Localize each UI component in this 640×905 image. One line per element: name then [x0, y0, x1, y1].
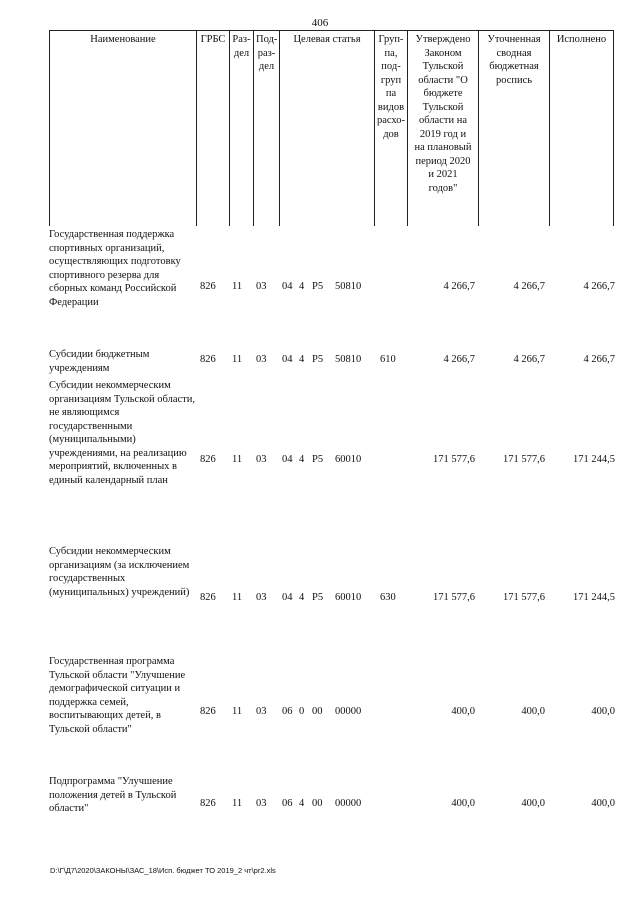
row-grbs: 826	[200, 454, 216, 465]
row-approved: 4 266,7	[443, 281, 475, 292]
row-target-3: 00	[312, 706, 323, 717]
row-target-4: 50810	[335, 354, 362, 365]
row-target-2: 0	[299, 706, 305, 717]
page-number: 406	[311, 17, 329, 29]
row-grbs: 826	[200, 281, 216, 292]
row-target-2: 4	[299, 798, 305, 809]
header-razdel: Раз- дел	[230, 31, 254, 226]
row-grbs: 826	[200, 354, 216, 365]
row-razdel: 11	[232, 798, 243, 809]
row-name: Государственная поддержка спортивных организаций, осуществляющих подготовку спортивного резерва для сборных команд Российской Федерации	[49, 229, 181, 308]
row-refined: 400,0	[521, 706, 545, 717]
row-razdel: 11	[232, 454, 243, 465]
row-razdel: 11	[232, 354, 243, 365]
row-grbs: 826	[200, 798, 216, 809]
row-executed: 171 244,5	[573, 592, 615, 603]
row-podrazdel: 03	[256, 354, 267, 365]
row-refined: 4 266,7	[513, 281, 545, 292]
row-approved: 4 266,7	[443, 354, 475, 365]
row-grbs: 826	[200, 706, 216, 717]
row-target-3: Р5	[312, 354, 324, 365]
row-target-3: Р5	[312, 454, 324, 465]
row-razdel: 11	[232, 592, 243, 603]
row-target-2: 4	[299, 281, 305, 292]
row-target-2: 4	[299, 354, 305, 365]
row-refined: 4 266,7	[513, 354, 545, 365]
row-target-3: 00	[312, 798, 323, 809]
row-executed: 171 244,5	[573, 454, 615, 465]
row-target-1: 06	[282, 798, 293, 809]
header-name: Наименование	[50, 31, 197, 226]
header-approved: Утверждено Законом Тульской области "О бюджете Тульской области на 2019 год и на плановый период 2020 и 2021 годов"	[408, 31, 479, 226]
row-executed: 4 266,7	[583, 281, 615, 292]
row-target-1: 04	[282, 354, 293, 365]
row-target-1: 04	[282, 592, 293, 603]
row-refined: 171 577,6	[503, 454, 545, 465]
row-target-2: 4	[299, 592, 305, 603]
row-target-1: 06	[282, 706, 293, 717]
row-target-1: 04	[282, 454, 293, 465]
row-name: Государственная программа Тульской области "Улучшение демографической ситуации и поддержка семей, воспитывающих детей, в Тульской области"	[49, 656, 186, 735]
row-razdel: 11	[232, 706, 243, 717]
row-executed: 400,0	[591, 798, 615, 809]
row-target-1: 04	[282, 281, 293, 292]
row-executed: 400,0	[591, 706, 615, 717]
header-grbs: ГРБС	[197, 31, 230, 226]
row-name: Субсидии бюджетным учреждениям	[49, 349, 150, 374]
header-target: Целевая статья	[280, 31, 375, 226]
row-name: Субсидии некоммерческим организациям (за исключением государственных (муниципальных) учреждений)	[49, 546, 190, 598]
row-refined: 171 577,6	[503, 592, 545, 603]
row-podrazdel: 03	[256, 706, 267, 717]
row-refined: 400,0	[521, 798, 545, 809]
row-target-4: 00000	[335, 706, 362, 717]
row-approved: 400,0	[451, 706, 475, 717]
row-approved: 400,0	[451, 798, 475, 809]
row-podrazdel: 03	[256, 281, 267, 292]
row-name: Подпрограмма "Улучшение положения детей в Тульской области"	[49, 776, 177, 814]
row-group: 630	[380, 592, 396, 603]
table-header	[49, 30, 614, 226]
header-podrazdel: Под- раз- дел	[254, 31, 280, 226]
row-grbs: 826	[200, 592, 216, 603]
row-target-4: 00000	[335, 798, 362, 809]
header-group: Груп- па, под- груп па видов расхо- дов	[375, 31, 408, 226]
row-executed: 4 266,7	[583, 354, 615, 365]
row-approved: 171 577,6	[433, 454, 475, 465]
header-executed: Исполнено	[550, 31, 614, 226]
row-approved: 171 577,6	[433, 592, 475, 603]
row-podrazdel: 03	[256, 798, 267, 809]
row-podrazdel: 03	[256, 592, 267, 603]
header-refined: Уточненная сводная бюджетная роспись	[479, 31, 550, 226]
row-target-4: 50810	[335, 281, 362, 292]
row-name: Субсидии некоммерческим организациям Тульской области, не являющимся государственными (муниципальными) учреждениями, на реализацию мероприятий, включенных в единый календарный план	[49, 380, 196, 486]
row-target-3: Р5	[312, 281, 324, 292]
row-group: 610	[380, 354, 396, 365]
file-path-footer: D:\Г\Д7\2020\ЗАКОНЫ\ЗАС_18\Исп. бюджет ТО 2019_2 чт\pr2.xls	[50, 866, 276, 875]
row-target-3: Р5	[312, 592, 324, 603]
row-podrazdel: 03	[256, 454, 267, 465]
row-razdel: 11	[232, 281, 243, 292]
row-target-2: 4	[299, 454, 305, 465]
row-target-4: 60010	[335, 592, 362, 603]
row-target-4: 60010	[335, 454, 362, 465]
